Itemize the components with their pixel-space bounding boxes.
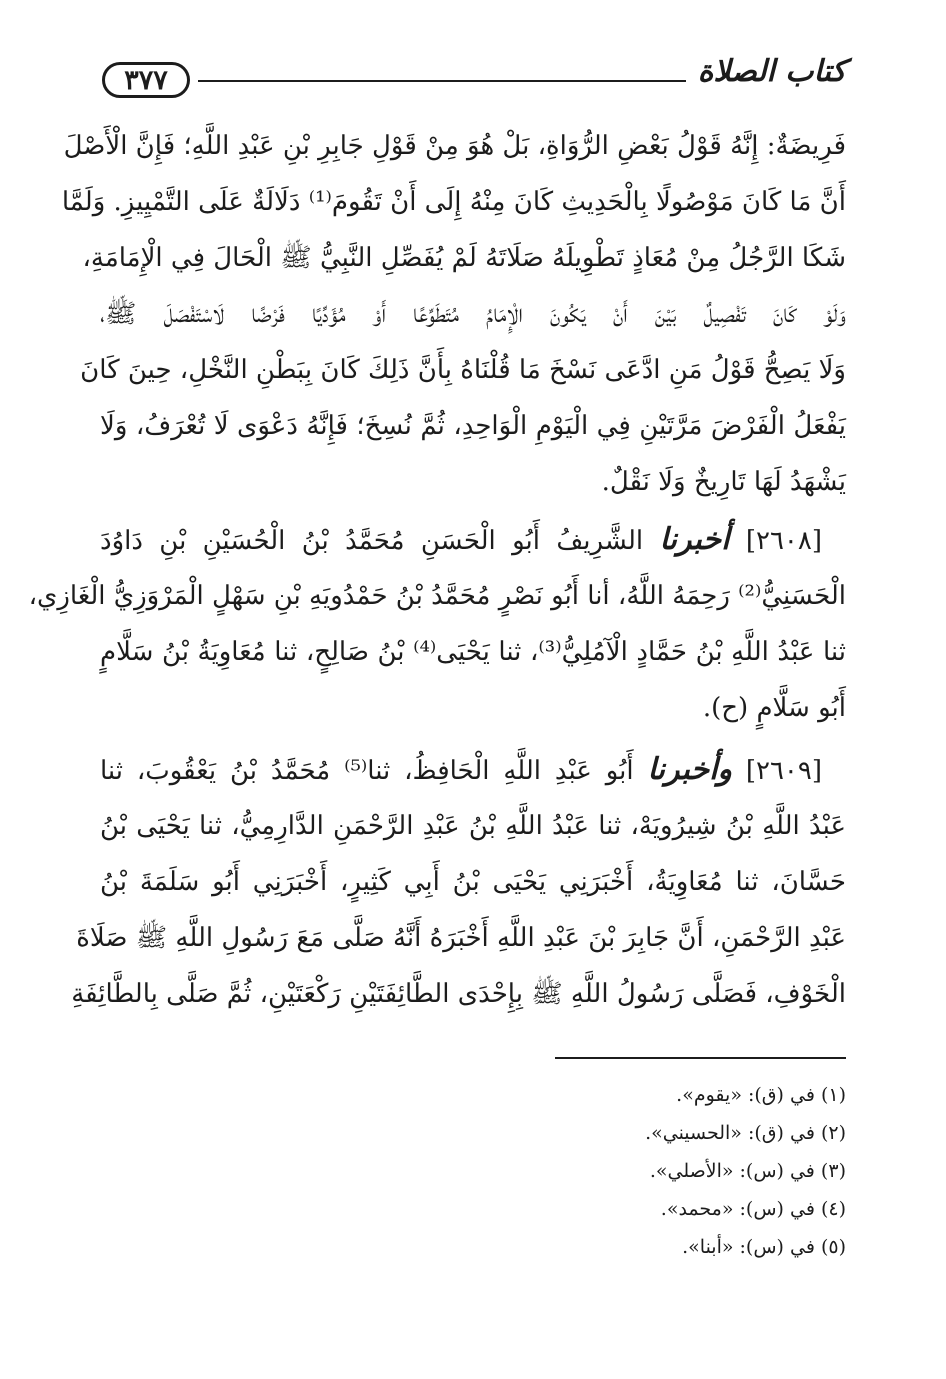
hadith-text: الشَّرِيفُ أَبُو الْحَسَنِ مُحَمَّدُ بْنُ الْحُسَيْنِ بْنِ دَاوُدَ [100, 526, 644, 556]
text-line: أَنَّ مَا كَانَ مَوْصُولًا بِالْحَدِيثِ كَانَ مِنْهُ إِلَى أَنْ تَقُومَ⁽¹⁾ دَلَالَةٌ عَلَى التَّمْيِيزِ. وَلَمَّا [61, 187, 846, 217]
hadith-2608 [28, 512, 846, 736]
hadith-2609 [71, 742, 846, 1022]
text-line: يَفْعَلُ الْفَرْضَ مَرَّتَيْنِ فِي الْيَوْمِ الْوَاحِدِ، ثُمَّ نُسِخَ؛ فَإِنَّهُ دَعْوَى لَا تُعْرَفُ، وَلَا [100, 411, 846, 441]
text-line [100, 742, 846, 798]
page-number: ٣٧٧ [102, 62, 190, 98]
hadith-number: [٢٦٠٩] [745, 756, 822, 786]
text-line: وَلَا يَصِحُّ قَوْلُ مَنِ ادَّعَى نَسْخَ مَا قُلْنَاهُ بِأَنَّ ذَلِكَ كَانَ بِبَطْنِ النَّخْلِ، حِينَ كَانَ [80, 355, 846, 385]
footnote: (٥) في (س): «أبنا». [682, 1236, 846, 1258]
text-line: يَشْهَدُ لَهَا تَارِيخٌ وَلَا نَقْلٌ. [601, 467, 846, 497]
footnote: (٢) في (ق): «الحسيني». [645, 1122, 846, 1144]
text-line: ثنا عَبْدُ اللَّهِ بْنُ حَمَّادٍ الْآمُلِيُّ⁽³⁾، ثنا يَحْيَى⁽⁴⁾ بْنُ صَالِحٍ، ثنا مُعَاوِيَةُ بْنُ سَلَّامٍ [100, 637, 846, 667]
text-line: عَبْدِ الرَّحْمَنِ، أَنَّ جَابِرَ بْنَ عَبْدِ اللَّهِ أَخْبَرَهُ أَنَّهُ صَلَّى مَعَ رَسُولِ اللَّهِ ﷺ صَلَاةَ [76, 923, 846, 953]
footnote: (٤) في (س): «محمد». [660, 1198, 846, 1220]
text-line: شَكَا الرَّجُلُ مِنْ مُعَاذٍ تَطْوِيلَهُ صَلَاتَهُ لَمْ يُفَصِّلِ النَّبِيُّ ﷺ الْحَالَ فِي الْإِمَامَةِ، [82, 243, 846, 273]
text-line: وَلَوْ كَانَ تَفْصِيلٌ بَيْنَ أَنْ يَكُونَ الْإِمَامُ مُتَطَوِّعًا أَوْ مُؤَدِّيًا فَرْضًا لَاسْتَفْصَلَ ﷺ، [100, 299, 846, 329]
footnotes [346, 1076, 846, 1266]
footnote: (٣) في (س): «الأصلي». [649, 1160, 846, 1182]
hadith-label: أخبرنا [659, 522, 730, 557]
text-line: حَسَّانَ، ثنا مُعَاوِيَةُ، أَخْبَرَنِي يَحْيَى بْنُ أَبِي كَثِيرٍ، أَخْبَرَنِي أَبُو سَلَمَةَ بْنُ [100, 867, 846, 897]
text-line: أَبُو سَلَّامٍ (ح). [702, 693, 846, 723]
text-line: عَبْدُ اللَّهِ بْنُ شِيرُويَهْ، ثنا عَبْدُ اللَّهِ بْنُ عَبْدِ الرَّحْمَنِ الدَّارِمِيُّ، ثنا يَحْيَى بْنُ [100, 811, 846, 841]
text-line: الْحَسَنِيُّ⁽²⁾ رَحِمَهُ اللَّهُ، أنا أَبُو نَصْرٍ مُحَمَّدُ بْنُ حَمْدُويَهِ بْنِ سَهْلٍ الْمَرْوَزِيُّ الْغَازِي، [28, 581, 846, 611]
page-header [102, 52, 846, 108]
hadith-label: وأخبرنا [647, 752, 732, 787]
footnote: (١) في (ق): «يقوم». [676, 1084, 846, 1106]
footnote-rule [555, 1057, 846, 1059]
hadith-text: أَبُو عَبْدِ اللَّهِ الْحَافِظُ، ثنا⁽⁵⁾ مُحَمَّدُ بْنُ يَعْقُوبَ، ثنا [100, 756, 634, 786]
paragraph-1 [61, 118, 846, 510]
text-line [100, 512, 846, 568]
book-title: كتاب الصلاة [697, 54, 846, 89]
hadith-number: [٢٦٠٨] [745, 526, 823, 556]
text-line: فَرِيضَةٌ: إِنَّهُ قَوْلُ بَعْضِ الرُّوَاةِ، بَلْ هُوَ مِنْ قَوْلِ جَابِرِ بْنِ عَبْدِ اللَّهِ؛ فَإِنَّ الْأَصْلَ [63, 131, 846, 161]
text-line: الْخَوْفِ، فَصَلَّى رَسُولُ اللَّهِ ﷺ بِإِحْدَى الطَّائِفَتَيْنِ رَكْعَتَيْنِ، ثُمَّ صَلَّى بِالطَّائِفَةِ [71, 979, 846, 1009]
header-rule [198, 80, 686, 82]
